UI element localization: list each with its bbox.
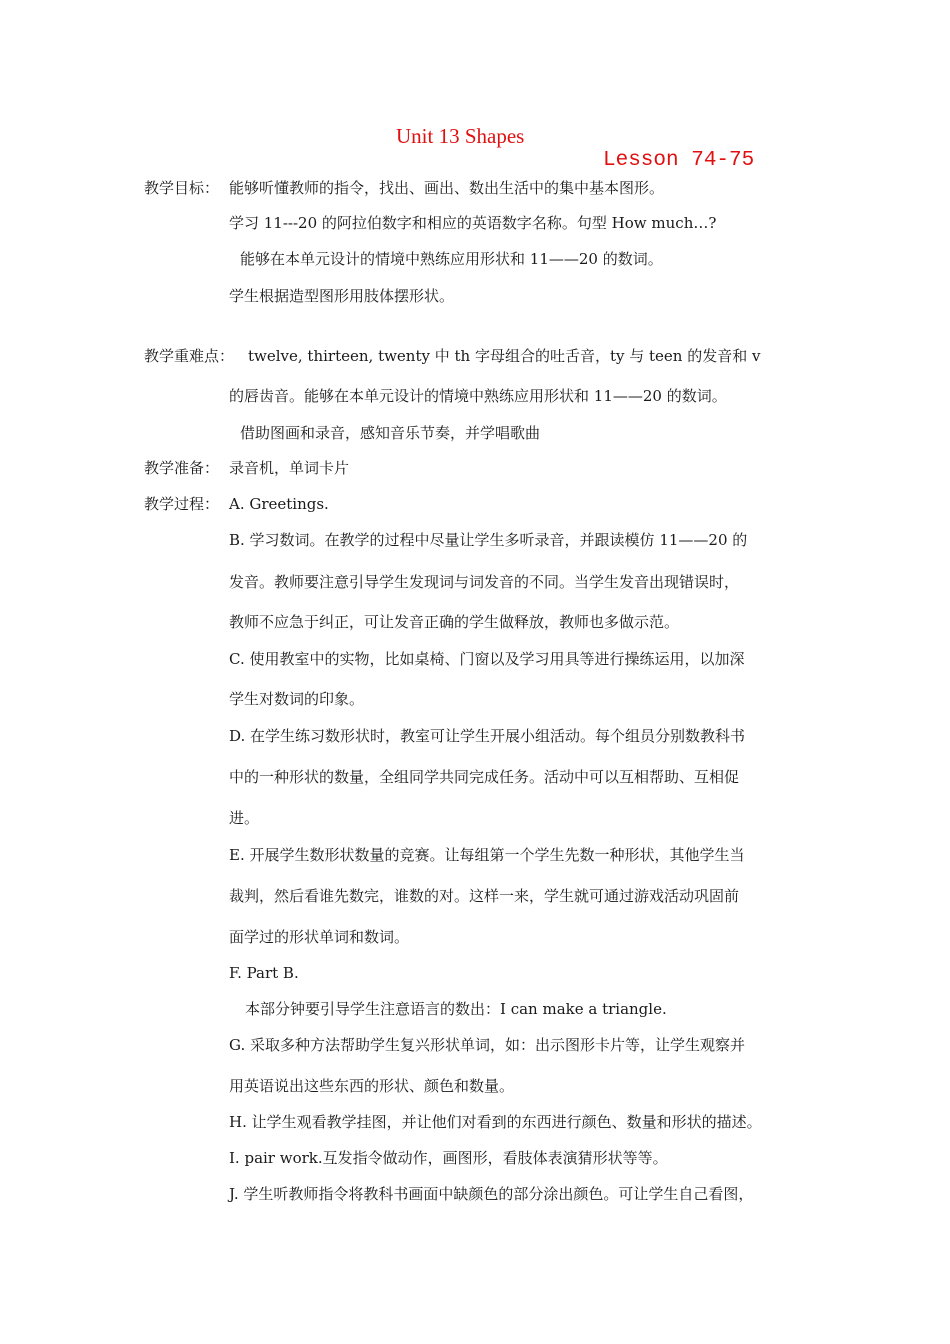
process-step: I. pair work.互发指令做动作，画图形，看肢体表演猜形状等等。 [229, 1149, 668, 1167]
process-step: 裁判，然后看谁先数完，谁数的对。这样一来，学生就可通过游戏活动巩固前 [229, 887, 740, 905]
process-step: H. 让学生观看教学挂图，并让他们对看到的东西进行颜色、数量和形状的描述。 [229, 1113, 762, 1131]
process-step: 教师不应急于纠正，可让发音正确的学生做释放，教师也多做示范。 [229, 613, 680, 631]
process-step: E. 开展学生数形状数量的竞赛。让每组第一个学生先数一种形状，其他学生当 [229, 846, 745, 864]
document-subtitle: Lesson 74-75 [603, 149, 755, 172]
preparation-label: 教学准备： [144, 459, 220, 477]
goals-line: 学习 11---20 的阿拉伯数字和相应的英语数字名称。句型 How much…? [229, 214, 717, 232]
process-step: B. 学习数词。在教学的过程中尽量让学生多听录音，并跟读模仿 11——20 的 [229, 531, 748, 549]
goals-label: 教学目标： [144, 179, 220, 197]
process-step: 面学过的形状单词和数词。 [229, 928, 410, 946]
process-step: D. 在学生练习数形状时，教室可让学生开展小组活动。每个组员分别数教科书 [229, 727, 746, 745]
difficulties-line: 的唇齿音。能够在本单元设计的情境中熟练应用形状和 11——20 的数词。 [229, 387, 727, 405]
goals-line: 学生根据造型图形用肢体摆形状。 [229, 287, 455, 305]
process-step: A. Greetings. [229, 495, 329, 513]
difficulties-line: 借助图画和录音，感知音乐节奏，并学唱歌曲 [240, 424, 541, 442]
preparation-text: 录音机，单词卡片 [229, 459, 350, 477]
process-step: 进。 [229, 809, 260, 827]
goals-line: 能够听懂教师的指令，找出、画出、数出生活中的集中基本图形。 [229, 179, 665, 197]
process-step: G. 采取多种方法帮助学生复兴形状单词，如：出示图形卡片等，让学生观察并 [229, 1036, 745, 1054]
process-step: F. Part B. [229, 964, 299, 982]
document-title: Unit 13 Shapes [396, 124, 525, 148]
process-step: 发音。教师要注意引导学生发现词与词发音的不同。当学生发音出现错误时， [229, 573, 740, 591]
process-step: 用英语说出这些东西的形状、颜色和数量。 [229, 1077, 515, 1095]
process-step: 中的一种形状的数量，全组同学共同完成任务。活动中可以互相帮助、互相促 [229, 768, 740, 786]
process-step: C. 使用教室中的实物，比如桌椅、门窗以及学习用具等进行操练运用，以加深 [229, 650, 745, 668]
process-label: 教学过程： [144, 495, 220, 513]
process-step: 学生对数词的印象。 [229, 690, 365, 708]
goals-line: 能够在本单元设计的情境中熟练应用形状和 11——20 的数词。 [240, 250, 663, 268]
process-step: 本部分钟要引导学生注意语言的数出：I can make a triangle. [245, 1000, 667, 1018]
process-step: J. 学生听教师指令将教科书画面中缺颜色的部分涂出颜色。可让学生自己看图， [229, 1185, 754, 1203]
difficulties-label: 教学重难点： [144, 347, 235, 365]
difficulties-line: twelve, thirteen, twenty 中 th 字母组合的吐舌音，ty 与 teen 的发音和 v [248, 347, 761, 365]
